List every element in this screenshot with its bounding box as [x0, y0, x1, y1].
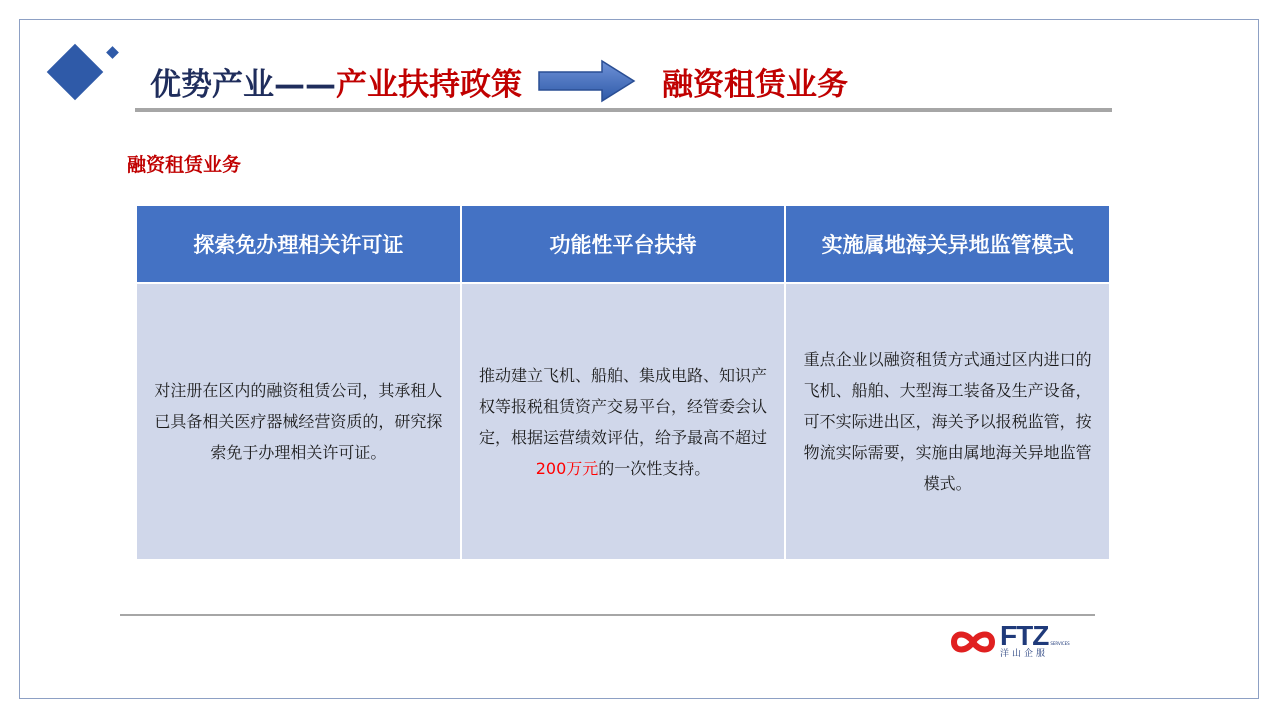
ftz-logo	[950, 620, 1070, 660]
platform-text-after: 的一次性支持。	[598, 458, 711, 478]
table-header-row	[136, 205, 1110, 283]
header-license-exemption: 探索免办理相关许可证	[136, 205, 461, 283]
ftz-chinese-name: 洋山企服	[1000, 649, 1049, 659]
platform-amount-highlight: 200万元	[535, 458, 599, 478]
ftz-services: SERVICES	[1050, 641, 1070, 646]
header-customs-supervision: 实施属地海关异地监管模式	[785, 205, 1110, 283]
platform-text-before: 推动建立飞机、船舶、集成电路、知识产权等报税租赁资产交易平台，经管委会认定，根据运营绩效评估，给予最高不超过	[478, 365, 767, 447]
title-part-policy: 产业扶持政策	[336, 66, 522, 103]
title-part-industry: 优势产业——	[150, 66, 336, 103]
cell-license-exemption: 对注册在区内的融资租赁公司，其承租人已具备相关医疗器械经营资质的，研究探索免于办理相关许可证。	[136, 283, 461, 560]
table-row	[136, 283, 1110, 560]
section-subtitle: 融资租赁业务	[127, 154, 242, 176]
title-part-leasing: 融资租赁业务	[662, 66, 848, 103]
title-underline	[135, 108, 1112, 112]
cell-platform-support	[461, 283, 786, 560]
header-platform-support: 功能性平台扶持	[461, 205, 786, 283]
right-arrow-icon	[538, 59, 636, 103]
policy-table	[135, 204, 1111, 561]
slide-title	[150, 58, 848, 104]
footer-divider	[120, 614, 1095, 616]
ftz-infinity-logo-icon	[950, 629, 996, 655]
ftz-letters: FTZ	[1000, 620, 1049, 651]
cell-customs-supervision: 重点企业以融资租赁方式通过区内进口的飞机、船舶、大型海工装备及生产设备，可不实际进出区，海关予以报税监管，按物流实际需要，实施由属地海关异地监管模式。	[785, 283, 1110, 560]
